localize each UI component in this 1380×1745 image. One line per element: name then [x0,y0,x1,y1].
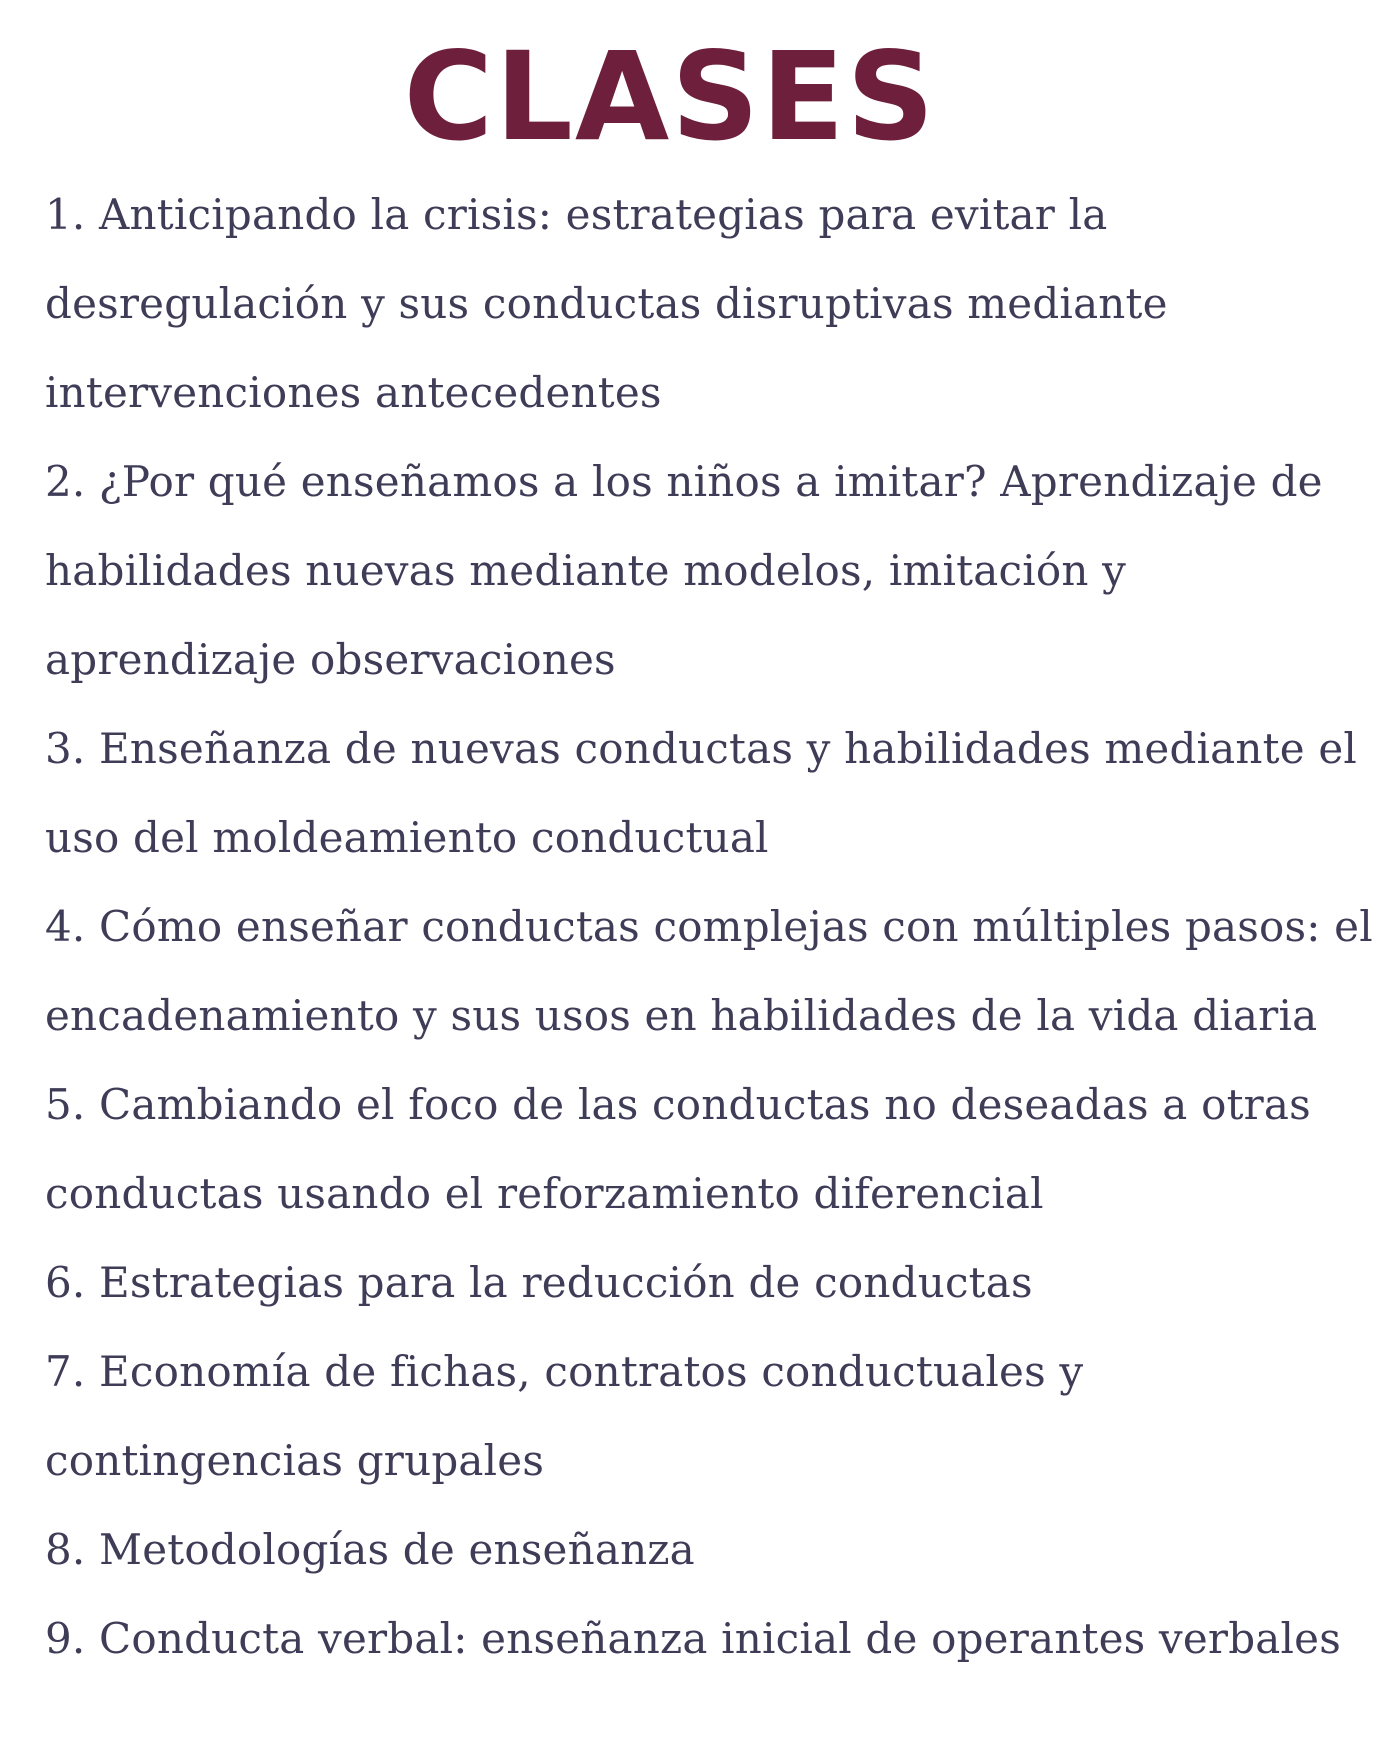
class-item-line: conductas usando el reforzamiento diferencial [45,1169,1044,1218]
class-item-line: 4. Cómo enseñar conductas complejas con múltiples pasos: el [45,902,1373,951]
class-item-4 [45,882,1373,1060]
class-item-9 [45,1594,1345,1683]
class-item-line: 1. Anticipando la crisis: estrategias para evitar la [45,190,1108,239]
class-item-line: 5. Cambiando el foco de las conductas no deseadas a otras [45,1080,1311,1129]
class-item-line: 9. Conducta verbal: enseñanza inicial de operantes verbales [45,1614,1341,1663]
class-item-line: aprendizaje observaciones [45,635,616,684]
class-item-line: encadenamiento y sus usos en habilidades de la vida diaria [45,991,1318,1040]
class-item-line: 2. ¿Por qué enseñamos a los niños a imitar? Aprendizaje de [45,457,1323,506]
class-item-line: habilidades nuevas mediante modelos, imitación y [45,546,1127,595]
class-item-1 [45,170,1345,437]
page-title: CLASES [403,26,937,168]
class-item-line: uso del moldeamiento conductual [45,813,769,862]
class-item-7 [45,1327,1345,1505]
class-item-6 [45,1238,1345,1327]
class-item-line: intervenciones antecedentes [45,368,662,417]
class-item-line: 7. Economía de fichas, contratos conductuales y [45,1347,1084,1396]
class-item-2 [45,437,1345,704]
class-item-line: desregulación y sus conductas disruptivas mediante [45,279,1168,328]
class-item-3 [45,704,1358,882]
class-item-line: 6. Estrategias para la reducción de conductas [45,1258,1033,1307]
class-item-8 [45,1505,1345,1594]
class-item-line: 3. Enseñanza de nuevas conductas y habilidades mediante el [45,724,1358,773]
class-item-5 [45,1060,1345,1238]
class-item-line: contingencias grupales [45,1436,545,1485]
class-item-line: 8. Metodologías de enseñanza [45,1525,695,1574]
classes-list [45,170,1373,1683]
